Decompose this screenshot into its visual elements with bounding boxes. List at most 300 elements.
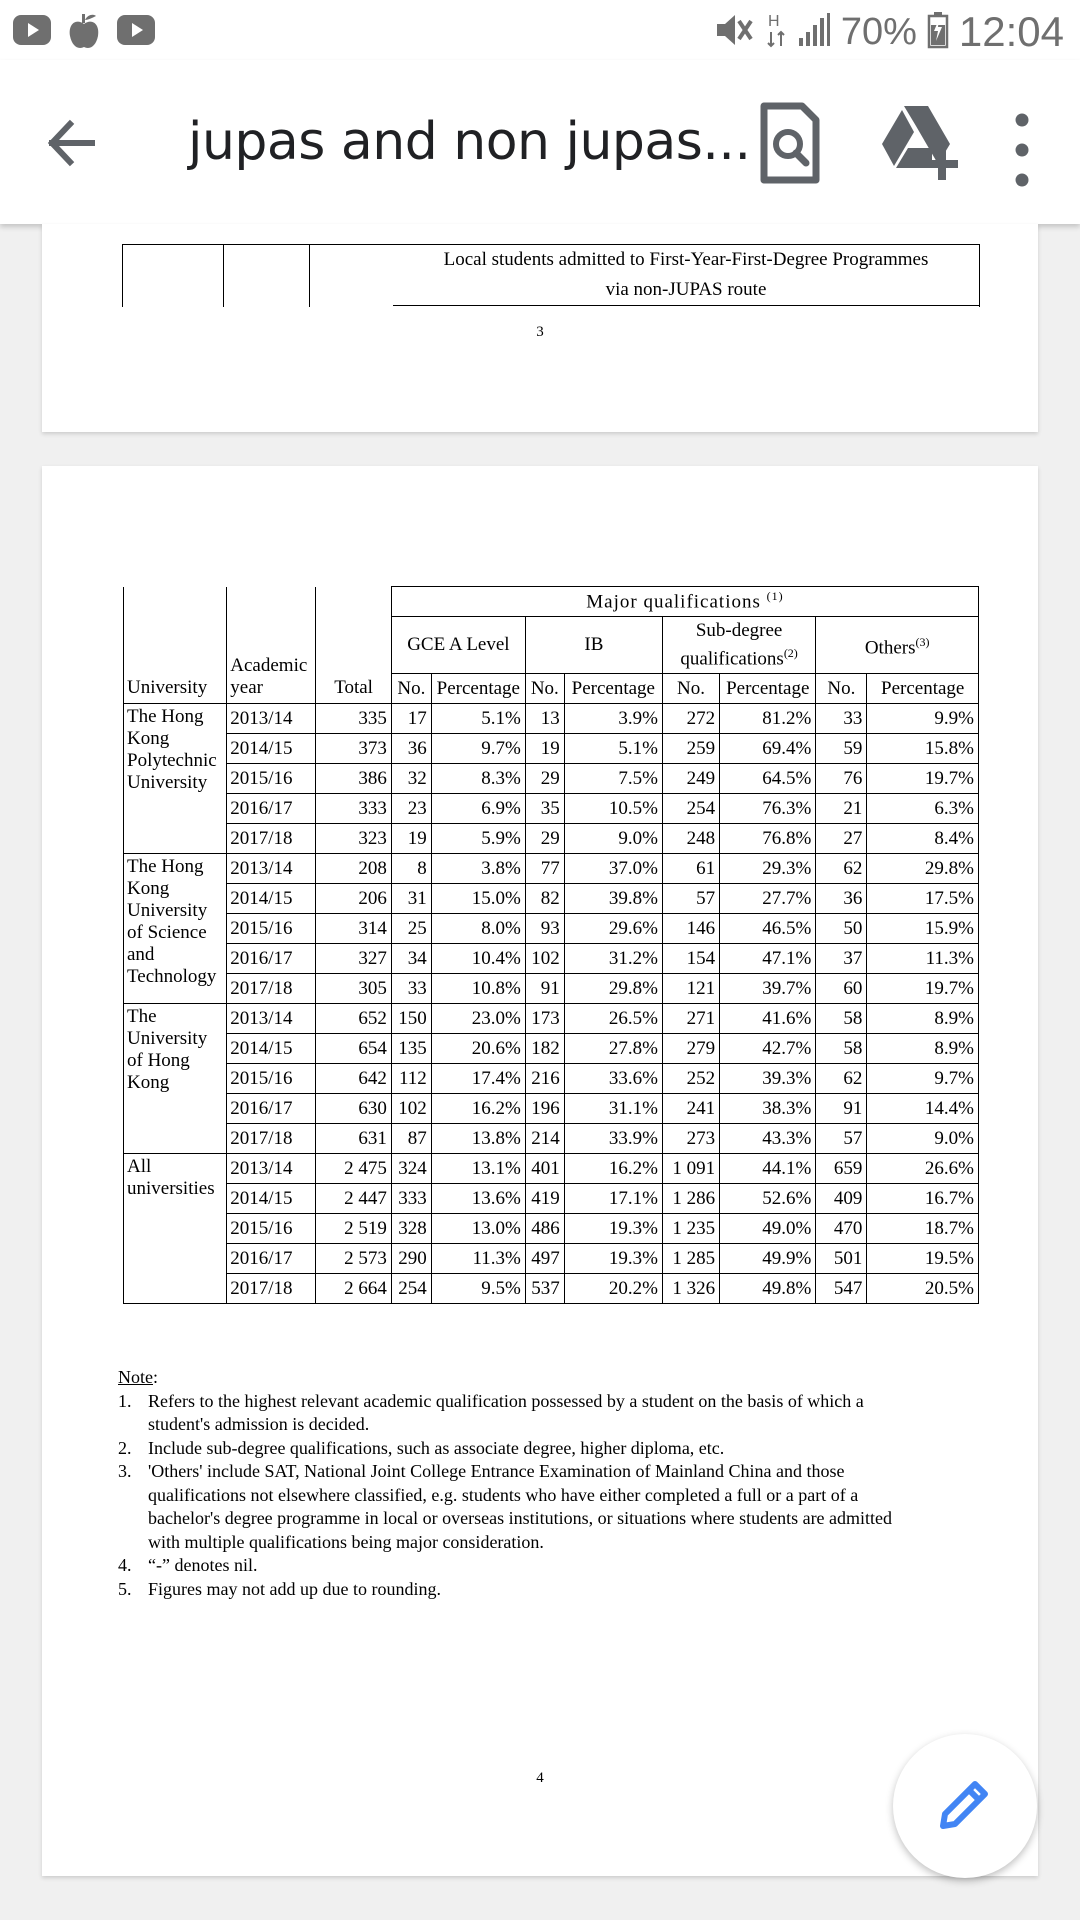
table-row [124,1094,979,1124]
note-item [118,1460,918,1554]
total-cell: 373 [316,734,392,764]
total-cell: 642 [316,1064,392,1094]
youtube-icon [12,12,52,57]
data-cell: 102 [525,944,564,974]
data-cell: 279 [662,1034,719,1064]
major-qualifications-label: Major qualifications [586,591,761,613]
note-number: 5. [118,1578,132,1599]
data-cell: 3.8% [431,854,525,884]
data-cell: 29.8% [867,854,979,884]
total-cell: 2 573 [316,1244,392,1274]
data-cell: 11.3% [431,1244,525,1274]
table-divider [309,245,310,307]
percentage-header: Percentage [867,674,979,704]
data-cell: 91 [816,1094,867,1124]
academic-year-cell: 2015/16 [227,914,316,944]
data-cell: 32 [391,764,431,794]
group-header-label: Sub-degree qualifications [680,619,784,670]
university-name: The Hong Kong University of Science and Technology [124,854,227,1004]
data-cell: 41.6% [720,1004,816,1034]
data-cell: 60 [816,974,867,1004]
note-number: 1. [118,1390,132,1411]
table-caption-line1: Local students admitted to First-Year-First-Degree Programmes [443,249,929,270]
data-cell: 9.7% [431,734,525,764]
data-cell: 252 [662,1064,719,1094]
table-row [124,1064,979,1094]
table-row [124,944,979,974]
data-cell: 9.0% [564,824,662,854]
table-row [124,1214,979,1244]
group-header [816,617,979,674]
data-cell: 5.1% [564,734,662,764]
data-cell: 8.0% [431,914,525,944]
percentage-header: Percentage [431,674,525,704]
data-cell: 19.5% [867,1244,979,1274]
data-cell: 37 [816,944,867,974]
table-row [124,824,979,854]
notes-list [118,1390,918,1602]
total-cell: 2 664 [316,1274,392,1304]
data-cell: 29.6% [564,914,662,944]
table-caption [393,245,979,306]
clock: 12:04 [958,8,1064,55]
percentage-header: Percentage [720,674,816,704]
data-cell: 121 [662,974,719,1004]
data-cell: 76.8% [720,824,816,854]
data-cell: 1 286 [662,1184,719,1214]
note-number: 3. [118,1461,132,1481]
data-cell: 328 [391,1214,431,1244]
data-cell: 501 [816,1244,867,1274]
data-cell: 17.1% [564,1184,662,1214]
academic-year-cell: 2017/18 [227,974,316,1004]
data-cell: 38.3% [720,1094,816,1124]
data-cell: 15.9% [867,914,979,944]
total-cell: 654 [316,1034,392,1064]
h-data-icon [765,10,787,55]
document-page-3 [42,224,1038,432]
table-header-row [124,587,979,617]
data-cell: 9.9% [867,704,979,734]
data-cell: 58 [816,1034,867,1064]
data-cell: 20.5% [867,1274,979,1304]
total-cell: 2 519 [316,1214,392,1244]
data-cell: 50 [816,914,867,944]
academic-year-cell: 2015/16 [227,1064,316,1094]
data-cell: 34 [391,944,431,974]
total-cell: 2 475 [316,1154,392,1184]
data-cell: 112 [391,1064,431,1094]
data-cell: 87 [391,1124,431,1154]
academic-year-cell: 2013/14 [227,1004,316,1034]
data-cell: 16.2% [431,1094,525,1124]
data-cell: 91 [525,974,564,1004]
table-row [124,1274,979,1304]
total-cell: 630 [316,1094,392,1124]
table-row [124,884,979,914]
data-cell: 21 [816,794,867,824]
notes-title: Note [118,1367,153,1387]
data-cell: 14.4% [867,1094,979,1124]
data-cell: 11.3% [867,944,979,974]
mute-vibrate-icon [715,11,755,54]
data-cell: 241 [662,1094,719,1124]
data-cell: 13.6% [431,1184,525,1214]
group-header [391,617,525,674]
data-cell: 17.4% [431,1064,525,1094]
data-cell: 8.4% [867,824,979,854]
no-header: No. [391,674,431,704]
table-row [124,1124,979,1154]
data-cell: 537 [525,1274,564,1304]
add-to-drive-icon[interactable] [876,102,960,182]
table-row [124,1154,979,1184]
data-cell: 61 [662,854,719,884]
data-cell: 76 [816,764,867,794]
table-row [124,1244,979,1274]
document-title: jupas and non jupas... [188,112,751,172]
data-cell: 77 [525,854,564,884]
academic-year-cell: 2017/18 [227,1274,316,1304]
data-cell: 26.6% [867,1154,979,1184]
data-cell: 19.7% [867,764,979,794]
total-cell: 335 [316,704,392,734]
total-cell: 631 [316,1124,392,1154]
app-bar [0,60,1080,224]
data-cell: 43.3% [720,1124,816,1154]
note-text: “-” denotes nil. [148,1555,258,1575]
page-number: 3 [536,324,544,340]
status-left [12,12,156,57]
data-cell: 27.7% [720,884,816,914]
data-cell: 36 [391,734,431,764]
total-cell: 333 [316,794,392,824]
group-header-label: Others [864,637,916,659]
status-right [715,8,1064,56]
data-cell: 9.7% [867,1064,979,1094]
data-cell: 93 [525,914,564,944]
no-header: No. [525,674,564,704]
academic-year-cell: 2013/14 [227,1154,316,1184]
data-cell: 249 [662,764,719,794]
battery-icon [927,11,949,54]
data-cell: 497 [525,1244,564,1274]
data-cell: 27 [816,824,867,854]
data-cell: 154 [662,944,719,974]
data-cell: 8 [391,854,431,884]
data-cell: 23.0% [431,1004,525,1034]
total-cell: 314 [316,914,392,944]
table-row [124,974,979,1004]
data-cell: 31.1% [564,1094,662,1124]
col-total-header: Total [316,587,392,704]
data-cell: 1 235 [662,1214,719,1244]
data-cell: 19.3% [564,1244,662,1274]
data-cell: 52.6% [720,1184,816,1214]
data-cell: 36 [816,884,867,914]
data-cell: 254 [391,1274,431,1304]
data-cell: 5.1% [431,704,525,734]
data-cell: 69.4% [720,734,816,764]
signal-icon [797,12,831,53]
table-row [124,1184,979,1214]
data-cell: 10.5% [564,794,662,824]
data-cell: 659 [816,1154,867,1184]
data-cell: 102 [391,1094,431,1124]
data-cell: 17 [391,704,431,734]
data-cell: 31 [391,884,431,914]
document-page-4 [42,466,1038,1876]
academic-year-cell: 2017/18 [227,1124,316,1154]
battery-percent: 70% [840,10,917,53]
data-cell: 146 [662,914,719,944]
university-name: The University of Hong Kong [124,1004,227,1154]
data-cell: 15.8% [867,734,979,764]
data-cell: 214 [525,1124,564,1154]
table-divider [223,245,224,307]
data-cell: 6.9% [431,794,525,824]
data-cell: 1 285 [662,1244,719,1274]
group-header [525,617,662,674]
total-cell: 2 447 [316,1184,392,1214]
data-cell: 23 [391,794,431,824]
continued-table-header [122,244,980,307]
data-cell: 216 [525,1064,564,1094]
group-header-label: GCE A Level [407,634,510,655]
data-cell: 33 [816,704,867,734]
data-cell: 8.3% [431,764,525,794]
qualifications-table [123,586,979,1304]
note-number: 4. [118,1555,132,1575]
data-cell: 19 [391,824,431,854]
data-cell: 173 [525,1004,564,1034]
academic-year-cell: 2015/16 [227,764,316,794]
academic-year-cell: 2014/15 [227,884,316,914]
table-row [124,734,979,764]
note-text: 'Others' include SAT, National Joint College Entrance Examination of Mainland China and those qualifications not elsewhere classified, e.g. students who have either completed a full or a part of a bachelor's degree programme in local or overseas institutions, or situations where students are admitted with multiple qualifications being major consideration. [148,1461,893,1552]
edit-pencil-icon [937,1776,993,1837]
no-header: No. [662,674,719,704]
data-cell: 10.4% [431,944,525,974]
find-in-page-icon[interactable] [750,100,826,186]
total-cell: 208 [316,854,392,884]
data-cell: 248 [662,824,719,854]
note-item [118,1437,918,1461]
data-cell: 31.2% [564,944,662,974]
data-cell: 7.5% [564,764,662,794]
data-cell: 33 [391,974,431,1004]
data-cell: 57 [816,1124,867,1154]
data-cell: 17.5% [867,884,979,914]
data-cell: 419 [525,1184,564,1214]
data-cell: 1 326 [662,1274,719,1304]
table-row [124,764,979,794]
total-cell: 327 [316,944,392,974]
data-cell: 486 [525,1214,564,1244]
note-text: Figures may not add up due to rounding. [148,1578,441,1599]
data-cell: 47.1% [720,944,816,974]
data-cell: 19.3% [564,1214,662,1244]
total-cell: 323 [316,824,392,854]
total-cell: 386 [316,764,392,794]
data-cell: 8.9% [867,1034,979,1064]
col-university-header: University [124,587,227,704]
note-number: 2. [118,1437,132,1458]
data-cell: 29.8% [564,974,662,1004]
group-header [662,617,815,674]
data-cell: 39.8% [564,884,662,914]
data-cell: 62 [816,854,867,884]
data-cell: 81.2% [720,704,816,734]
data-cell: 27.8% [564,1034,662,1064]
table-row [124,854,979,884]
data-cell: 135 [391,1034,431,1064]
data-cell: 42.7% [720,1034,816,1064]
data-cell: 39.7% [720,974,816,1004]
no-header: No. [816,674,867,704]
table-row [124,704,979,734]
data-cell: 57 [662,884,719,914]
academic-year-cell: 2017/18 [227,824,316,854]
academic-year-cell: 2016/17 [227,944,316,974]
data-cell: 39.3% [720,1064,816,1094]
data-cell: 271 [662,1004,719,1034]
svg-text:H: H [767,12,780,30]
data-cell: 13.1% [431,1154,525,1184]
data-cell: 58 [816,1004,867,1034]
university-name: The Hong Kong Polytechnic University [124,704,227,854]
data-cell: 16.7% [867,1184,979,1214]
data-cell: 49.9% [720,1244,816,1274]
data-cell: 3.9% [564,704,662,734]
data-cell: 62 [816,1064,867,1094]
data-cell: 26.5% [564,1004,662,1034]
data-cell: 33.9% [564,1124,662,1154]
total-cell: 305 [316,974,392,1004]
academic-year-cell: 2013/14 [227,854,316,884]
table-row [124,1034,979,1064]
data-cell: 6.3% [867,794,979,824]
data-cell: 76.3% [720,794,816,824]
data-cell: 273 [662,1124,719,1154]
university-name: All universities [124,1154,227,1304]
data-cell: 182 [525,1034,564,1064]
status-bar [0,0,1080,60]
data-cell: 19.7% [867,974,979,1004]
data-cell: 18.7% [867,1214,979,1244]
data-cell: 8.9% [867,1004,979,1034]
percentage-header: Percentage [564,674,662,704]
col-year-header: Academic year [227,587,316,704]
data-cell: 13.0% [431,1214,525,1244]
note-text: Include sub-degree qualifications, such as associate degree, higher diploma, etc. [148,1437,725,1458]
data-cell: 1 091 [662,1154,719,1184]
footnote-mark: (3) [915,634,930,649]
table-caption-line2: via non-JUPAS route [605,279,767,300]
total-cell: 652 [316,1004,392,1034]
back-arrow-icon[interactable] [40,108,110,178]
data-cell: 150 [391,1004,431,1034]
data-cell: 29.3% [720,854,816,884]
group-header-label: IB [584,634,604,655]
more-vert-icon[interactable] [1004,110,1040,190]
data-cell: 44.1% [720,1154,816,1184]
data-cell: 59 [816,734,867,764]
data-cell: 20.2% [564,1274,662,1304]
table-row [124,1004,979,1034]
youtube-icon [116,12,156,57]
academic-year-cell: 2016/17 [227,794,316,824]
total-cell: 206 [316,884,392,914]
edit-fab[interactable] [893,1734,1037,1878]
data-cell: 324 [391,1154,431,1184]
data-cell: 272 [662,704,719,734]
table-row [124,914,979,944]
notes-section [118,1366,918,1601]
data-cell: 46.5% [720,914,816,944]
data-cell: 35 [525,794,564,824]
academic-year-cell: 2014/15 [227,1034,316,1064]
data-cell: 196 [525,1094,564,1124]
academic-year-cell: 2016/17 [227,1244,316,1274]
data-cell: 10.8% [431,974,525,1004]
data-cell: 29 [525,824,564,854]
data-cell: 254 [662,794,719,824]
data-cell: 333 [391,1184,431,1214]
data-cell: 16.2% [564,1154,662,1184]
data-cell: 547 [816,1274,867,1304]
data-cell: 33.6% [564,1064,662,1094]
data-cell: 5.9% [431,824,525,854]
data-cell: 49.0% [720,1214,816,1244]
note-text: Refers to the highest relevant academic qualification possessed by a student on the basis of which a student's admission is decided. [148,1390,864,1434]
data-cell: 409 [816,1184,867,1214]
apple-icon [66,12,102,57]
data-cell: 290 [391,1244,431,1274]
major-qualifications-header [391,587,978,617]
page-number: 4 [536,1770,544,1786]
data-cell: 470 [816,1214,867,1244]
data-cell: 82 [525,884,564,914]
academic-year-cell: 2015/16 [227,1214,316,1244]
data-cell: 13.8% [431,1124,525,1154]
data-cell: 9.0% [867,1124,979,1154]
data-cell: 13 [525,704,564,734]
data-cell: 259 [662,734,719,764]
academic-year-cell: 2016/17 [227,1094,316,1124]
table-row [124,794,979,824]
data-cell: 25 [391,914,431,944]
data-cell: 9.5% [431,1274,525,1304]
footnote-mark: (1) [766,589,784,604]
data-cell: 401 [525,1154,564,1184]
academic-year-cell: 2014/15 [227,1184,316,1214]
notes-colon: : [153,1367,159,1387]
academic-year-cell: 2014/15 [227,734,316,764]
data-cell: 20.6% [431,1034,525,1064]
data-cell: 37.0% [564,854,662,884]
academic-year-cell: 2013/14 [227,704,316,734]
data-cell: 19 [525,734,564,764]
data-cell: 49.8% [720,1274,816,1304]
footnote-mark: (2) [783,645,798,660]
note-item [118,1554,918,1578]
data-cell: 29 [525,764,564,794]
data-cell: 15.0% [431,884,525,914]
note-item [118,1578,918,1602]
data-cell: 64.5% [720,764,816,794]
note-item [118,1390,918,1437]
